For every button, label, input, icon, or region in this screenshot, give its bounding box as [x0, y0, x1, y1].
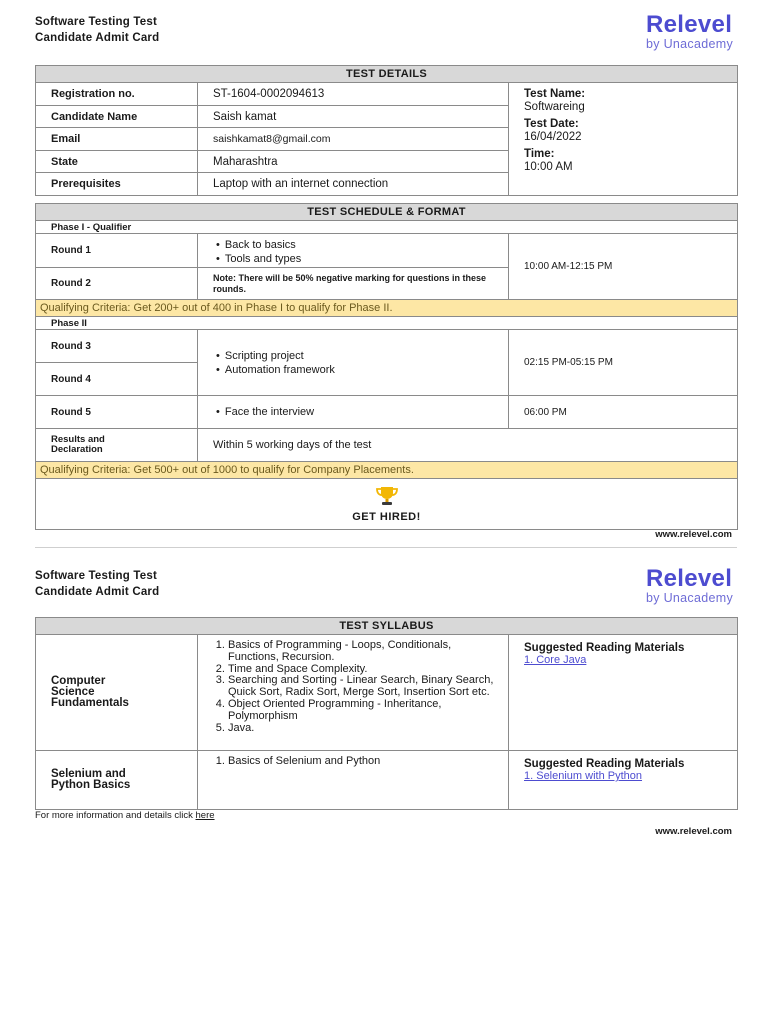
list-item: 1. Basics of Programming - Loops, Conditionals, Functions, Recursion. — [228, 640, 502, 664]
email-value: saishkamat8@gmail.com — [198, 128, 509, 151]
results-label — [36, 429, 198, 462]
syllabus-heading: TEST SYLLABUS — [36, 618, 738, 635]
sel-label-line2: Python Basics — [51, 779, 131, 791]
test-time-value: 10:00 AM — [524, 161, 573, 173]
results-label-line1: Results and — [51, 434, 105, 445]
phase2-label: Phase II — [36, 317, 738, 330]
cs-fundamentals-label — [36, 635, 198, 751]
test-name-value: Softwareing — [524, 101, 585, 113]
here-link[interactable]: here — [195, 810, 215, 821]
admit-card-page-2 — [35, 565, 737, 618]
round5-topic — [198, 405, 508, 419]
qualifying-criteria-2: Qualifying Criteria: Get 500+ out of 1000 to qualify for Company Placements. — [36, 462, 738, 479]
sel-label-line1: Selenium and — [51, 768, 126, 780]
logo-main-text: Relevel — [646, 11, 733, 38]
more-info-text: For more information and details click — [35, 810, 196, 821]
schedule-section — [35, 203, 737, 530]
registration-label: Registration no. — [36, 83, 198, 106]
list-item: • Back to basics — [216, 238, 508, 252]
schedule-heading: TEST SCHEDULE & FORMAT — [36, 204, 738, 221]
syllabus-table — [35, 617, 738, 810]
list-item: 2. Time and Space Complexity. — [228, 664, 502, 676]
test-date-value: 16/04/2022 — [524, 131, 582, 143]
candidate-name-label: Candidate Name — [36, 106, 198, 128]
phase1-topics-cell — [198, 234, 509, 268]
negative-marking-note: Note: There will be 50% negative marking for questions in these rounds. — [198, 268, 509, 300]
syllabus-section — [35, 617, 737, 810]
phase1-label: Phase I - Qualifier — [36, 221, 738, 234]
candidate-name-value: Saish kamat — [198, 106, 509, 128]
page-header-2 — [35, 565, 737, 618]
cs-label-line1: Computer — [51, 675, 106, 687]
email-label: Email — [36, 128, 198, 151]
get-hired-cell — [36, 479, 738, 530]
round1-label: Round 1 — [36, 234, 198, 268]
cs-reading-cell — [509, 635, 738, 751]
list-item: 3. Searching and Sorting - Linear Search, Binary Search, Quick Sort, Radix Sort, Merge Sort, Insertion Sort etc. — [228, 675, 502, 699]
registration-value: ST-1604-0002094613 — [198, 83, 509, 106]
test-details-heading: TEST DETAILS — [36, 66, 738, 83]
reading-heading: Suggested Reading Materials — [524, 642, 685, 654]
phase2-topics-cell — [198, 330, 509, 396]
list-item: • Face the interview — [216, 405, 508, 419]
page-divider — [35, 547, 737, 548]
relevel-logo — [646, 566, 733, 605]
round5-topic-cell — [198, 396, 509, 429]
sel-topics-cell — [198, 751, 509, 810]
test-details-section — [35, 65, 737, 196]
page-header — [35, 11, 737, 64]
site-url-2: www.relevel.com — [655, 826, 732, 837]
round2-label: Round 2 — [36, 268, 198, 300]
test-time-label: Time: — [524, 148, 555, 160]
test-name-label: Test Name: — [524, 88, 586, 100]
phase1-time: 10:00 AM-12:15 PM — [509, 234, 738, 300]
admit-card-page-1 — [35, 11, 737, 64]
qualifying-criteria-1: Qualifying Criteria: Get 200+ out of 400 in Phase I to qualify for Phase II. — [36, 300, 738, 317]
schedule-table — [35, 203, 738, 530]
cs-label-line2: Science — [51, 686, 95, 698]
site-url-1: www.relevel.com — [655, 529, 732, 540]
phase2-topics — [198, 349, 508, 377]
logo-main-text: Relevel — [646, 565, 733, 592]
test-details-table — [35, 65, 738, 196]
test-info-cell — [509, 83, 738, 196]
state-value: Maharashtra — [198, 151, 509, 173]
doc-title-line1: Software Testing Test — [35, 570, 157, 582]
doc-title-line2: Candidate Admit Card — [35, 32, 160, 44]
round5-label: Round 5 — [36, 396, 198, 429]
more-info-line — [35, 810, 737, 821]
list-item: • Automation framework — [216, 363, 508, 377]
state-label: State — [36, 151, 198, 173]
round3-label: Round 3 — [36, 330, 198, 363]
results-label-line2: Declaration — [51, 444, 103, 455]
list-item: • Tools and types — [216, 252, 508, 266]
cs-label-line3: Fundamentals — [51, 697, 129, 709]
doc-title-line2: Candidate Admit Card — [35, 586, 160, 598]
reading-heading: Suggested Reading Materials — [524, 758, 685, 770]
logo-sub-text: by Unacademy — [646, 591, 733, 605]
results-value: Within 5 working days of the test — [198, 429, 738, 462]
trophy-icon — [373, 485, 401, 507]
cs-topics-list — [198, 640, 502, 734]
prerequisites-label: Prerequisites — [36, 173, 198, 196]
get-hired-text: GET HIRED! — [352, 511, 421, 523]
logo-sub-text: by Unacademy — [646, 37, 733, 51]
doc-title-line1: Software Testing Test — [35, 16, 157, 28]
sel-reading-cell — [509, 751, 738, 810]
core-java-link[interactable]: 1. Core Java — [524, 654, 587, 666]
round4-label: Round 4 — [36, 363, 198, 396]
selenium-python-link[interactable]: 1. Selenium with Python — [524, 770, 643, 782]
list-item: 1. Basics of Selenium and Python — [228, 756, 508, 768]
prerequisites-value: Laptop with an internet connection — [198, 173, 509, 196]
sel-topics-list — [198, 756, 508, 768]
phase1-topics — [198, 238, 508, 266]
list-item: 5. Java. — [228, 723, 502, 735]
relevel-logo — [646, 12, 733, 51]
phase2-time: 02:15 PM-05:15 PM — [509, 330, 738, 396]
round5-time: 06:00 PM — [509, 396, 738, 429]
selenium-python-label — [36, 751, 198, 810]
cs-topics-cell — [198, 635, 509, 751]
test-date-label: Test Date: — [524, 118, 579, 130]
list-item: • Scripting project — [216, 349, 508, 363]
list-item: 4. Object Oriented Programming - Inheritance, Polymorphism — [228, 699, 502, 723]
